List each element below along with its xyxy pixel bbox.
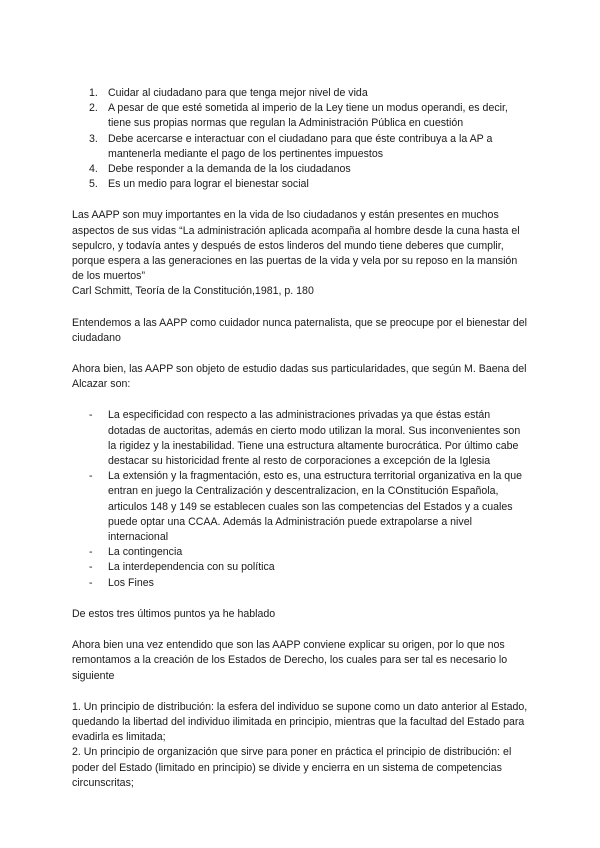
- list-number: 3.: [89, 132, 98, 145]
- dash-bullet: -: [89, 546, 93, 559]
- list-number: 1.: [89, 87, 98, 99]
- list-item: [72, 469, 530, 545]
- list-item-text: Los Fines: [108, 576, 154, 589]
- numbered-list: [72, 86, 530, 192]
- list-item: [72, 177, 530, 192]
- list-item-text: La especificidad con respecto a las administraciones privadas ya que éstas están dotadas de auctoritas, además en cierto modo utilizan la moral. Sus inconvenientes son la rigidez y la inestabilidad. Tiene una estructura altamente burocrática. Por último cabe destacar su historicidad frente al resto de corporaciones a excepción de la Iglesia: [108, 409, 521, 468]
- list-item: [72, 560, 530, 575]
- particularities-intro: Ahora bien, las AAPP son objeto de estudio dadas sus particularidades, que según M. Baena del Alcazar son:: [72, 363, 527, 391]
- principle-1: 1. Un principio de distribución: la esfera del individuo se supone como un dato anterior al Estado, quedando la libertad del individuo ilimitada en principio, mientras que la facultad del Estado para evadirla es limitada;: [72, 700, 528, 744]
- list-item-text: La interdependencia con su política: [108, 561, 275, 574]
- dash-list: [72, 408, 530, 590]
- list-item-text: La extensión y la fragmentación, esto es, una estructura territorial organizativa en la que entran en juego la Centralización y descentralizacion, en la COnstitución Española, articulos 148 y 149 se establecen cuales son las competencias del Estados y a cuales puede optar una CCAA. Además la Administración puede extrapolarse a nivel internacional: [108, 470, 522, 544]
- dash-bullet: -: [89, 409, 93, 422]
- quote-paragraph: Las AAPP son muy importantes en la vida de lso ciudadanos y están presentes en muchos aspectos de sus vidas “La administración aplicada acompaña al hombre desde la cuna hasta el sepulcro, y todavía antes y después de estos linderos del mundo tiene deberes que cumplir, porque espera a las generaciones en las puertas de la vida y vela por su reposo en la mansión de los muertos”: [72, 209, 520, 283]
- list-number: 2.: [89, 102, 98, 115]
- spoken-paragraph: De estos tres últimos puntos ya he hablado: [72, 607, 276, 620]
- list-item: [72, 132, 530, 162]
- list-item-text: La contingencia: [108, 546, 183, 559]
- dash-bullet: -: [89, 576, 93, 589]
- list-item: [72, 162, 530, 177]
- citation: Carl Schmitt, Teoría de la Constitución,1981, p. 180: [72, 285, 314, 298]
- paternalist-paragraph: Entendemos a las AAPP como cuidador nunca paternalista, que se preocupe por el bienestar del ciudadano: [72, 316, 528, 344]
- list-item: [72, 101, 530, 131]
- origin-paragraph: Ahora bien una vez entendido que son las AAPP conviene explicar su origen, por lo que nos remontamos a la creación de los Estados de Derecho, los cuales para ser tal es necesario lo siguiente: [72, 639, 508, 682]
- list-number: 4.: [89, 163, 98, 176]
- dash-bullet: -: [89, 561, 93, 574]
- list-item: [72, 86, 530, 101]
- list-item: [72, 408, 530, 469]
- list-item-text: Debe acercarse e interactuar con el ciudadano para que éste contribuya a la AP a mantenerla mediante el pago de los pertinentes impuestos: [108, 132, 493, 160]
- list-number: 5.: [89, 178, 98, 191]
- principle-2: 2. Un principio de organización que sirve para poner en práctica el principio de distribución: el poder del Estado (limitado en principio) se divide y encierra en un sistema de competencias circunscritas;: [72, 746, 512, 789]
- list-item-text: Cuidar al ciudadano para que tenga mejor nivel de vida: [108, 87, 368, 99]
- list-item-text: Debe responder a la demanda de la los ciudadanos: [108, 163, 351, 176]
- list-item-text: A pesar de que esté sometida al imperio de la Ley tiene un modus operandi, es decir, tiene sus propias normas que regulan la Administración Pública en cuestión: [108, 102, 508, 130]
- list-item: [72, 576, 530, 591]
- list-item: [72, 545, 530, 560]
- list-item-text: Es un medio para lograr el bienestar social: [108, 178, 309, 191]
- dash-bullet: -: [89, 470, 93, 483]
